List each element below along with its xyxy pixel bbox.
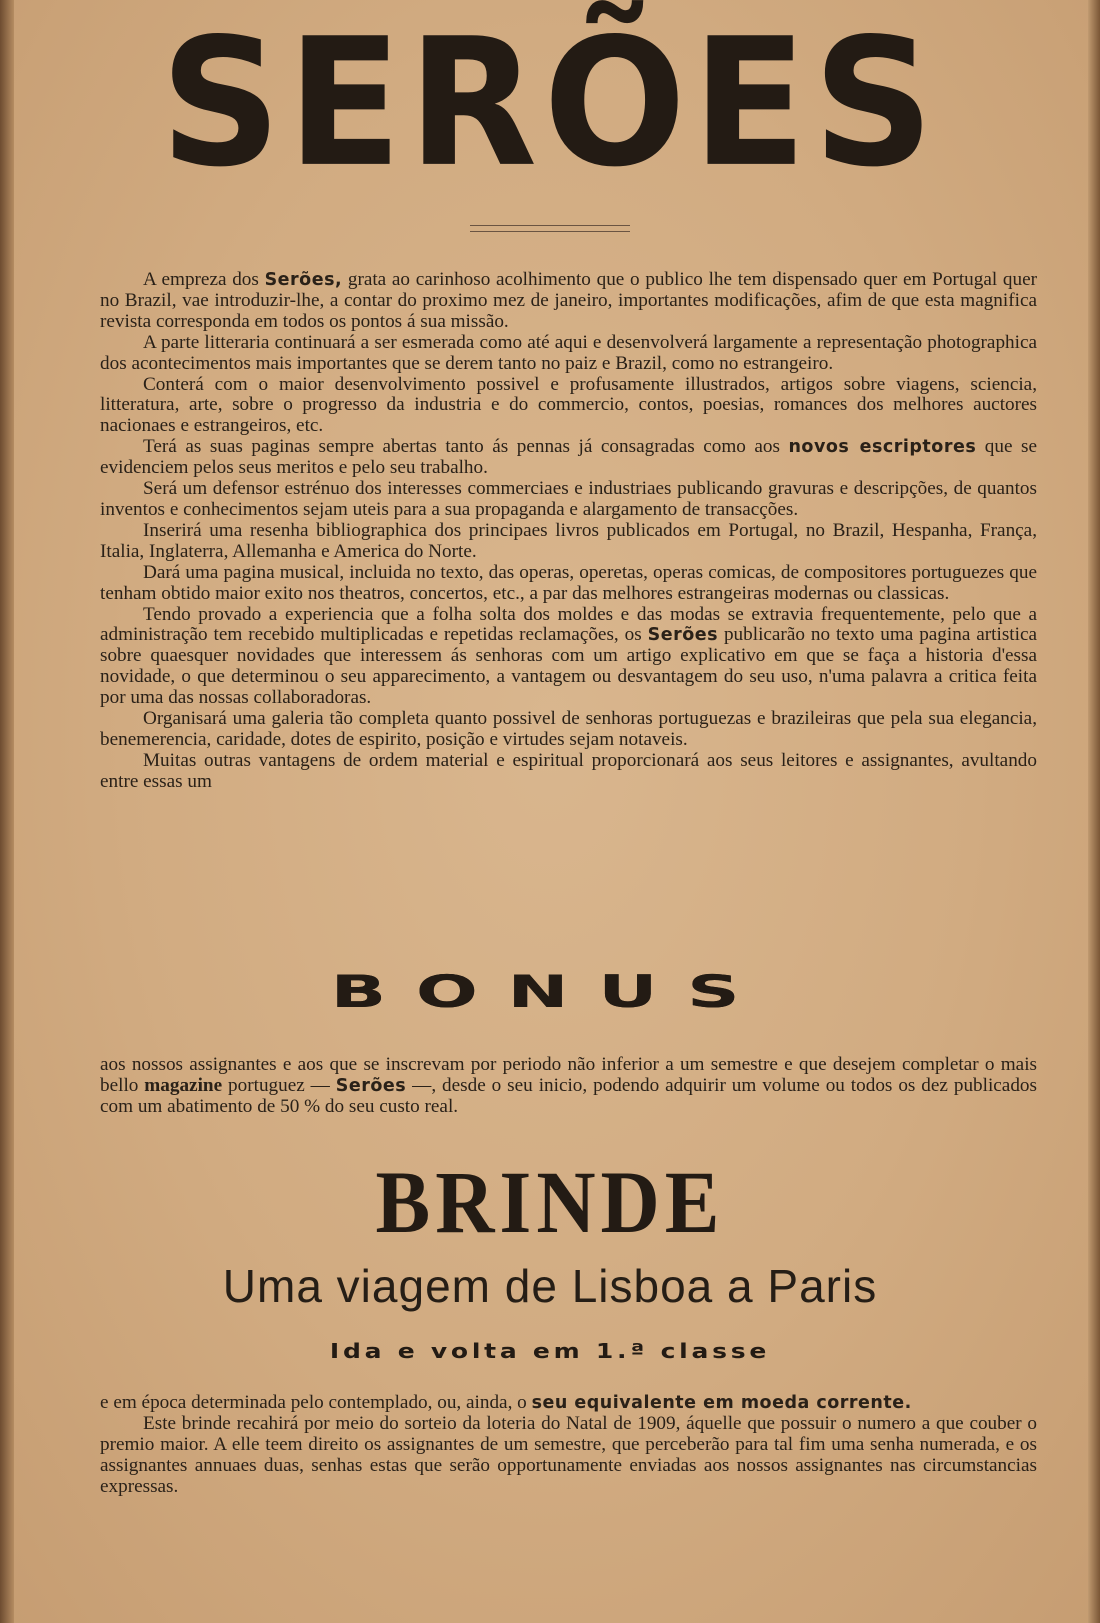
bonus-paragraph	[100, 1055, 1037, 1118]
masthead-title: SERÕES	[160, 0, 940, 206]
intro-text: Terá as suas paginas sempre abertas tanto ás pennas já consagradas como aos	[143, 436, 789, 458]
intro-paragraph: Inserirá uma resenha bibliographica dos principaes livros publicados em Portugal, no Brazil, Hespanha, França, Italia, Inglaterra, Allemanha e America do Norte.	[100, 519, 1037, 562]
serões-name: Serões	[335, 1075, 407, 1096]
serões-name: Serões	[647, 625, 719, 646]
intro-text: grata ao carinhoso acolhimento que o publico lhe tem dispensado quer em Portugal quer no Brazil, vae introduzir-lhe, a contar do proximo mez de janeiro, importantes modificações, afim de que esta magnifica revista corresponda em todos os pontos á sua missão.	[100, 269, 1037, 332]
intro-paragraph: Muitas outras vantagens de ordem material e espiritual proporcionará aos seus leitores e assignantes, avultando entre essas um	[100, 749, 1037, 792]
bonus-text: aos nossos assignantes e aos que se inscrevam por periodo não inferior a um semestre e que desejem completar o mais bello	[100, 1054, 1037, 1096]
brinde-text: e em época determinada pelo contemplado, ou, ainda, o	[100, 1392, 532, 1413]
page-edge-right	[1088, 0, 1100, 1623]
brinde-heading: BRINDE	[375, 1153, 725, 1252]
intro-text: Tendo provado a experiencia que a folha solta dos moldes e das modas se extravia frequentemente, pelo que a administração tem recebido multiplicadas e repetidas reclamações, os	[100, 603, 1037, 646]
intro-paragraph: Será um defensor estrénuo dos interesses commerciaes e industriaes publicando gravuras e descripções, de quantos inventos e conhecimentos sejam uteis para a sua propaganda e alargamento de transacções.	[100, 478, 1037, 520]
intro-paragraph: Organisará uma galeria tão completa quanto possivel de senhoras portuguezas e brazileiras que pela sua elegancia, benemerencia, caridade, dotes de espirito, posição e virtudes sejam notaveis.	[100, 708, 1037, 750]
page-edge-left	[0, 0, 14, 1623]
serões-name: Serões,	[264, 270, 343, 290]
intro-paragraph: Dará uma pagina musical, incluida no texto, das operas, operetas, operas comicas, de compositores portuguezes que tenham obtido maior exito nos theatros, concertos, etc., a par das melhores estrangeiras modernas ou classicas.	[100, 561, 1037, 604]
intro-text: que se evidenciem pelos seus meritos e pelo seu trabalho.	[100, 436, 1037, 479]
bonus-text: portuguez —	[222, 1074, 336, 1096]
title-rule-top	[470, 225, 630, 226]
intro-paragraph	[100, 605, 1037, 710]
intro-paragraph	[100, 437, 1037, 479]
brinde-subtitle: Uma viagem de Lisboa a Paris	[222, 1260, 878, 1312]
intro-paragraph	[100, 270, 1037, 333]
equivalente-phrase: seu equivalente em moeda corrente.	[531, 1393, 912, 1413]
brinde-paragraph: Este brinde recahirá por meio do sorteio da loteria do Natal de 1909, áquelle que possuir o numero a que couber o premio maior. A elle teem direito os assignantes de um semestre, que perceberão para tal fim uma senha numerada, e os assignantes annuaes duas, senhas estas que serão opportunamente enviadas aos nossos assignantes nas circumstancias expressas.	[100, 1412, 1037, 1497]
bonus-heading: BONUS	[330, 965, 770, 1018]
intro-text: publicarão no texto uma pagina artistica sobre quaesquer novidades que interessem ás senhoras com um artigo explicativo em que se faça a historia d'essa novidade, o que determinou o seu apparecimento, a vantagem ou desvantagem do seu uso, n'uma palavra a critica feita por uma das nossas collaboradoras.	[100, 624, 1037, 709]
brinde-paragraph	[100, 1393, 1037, 1414]
novos-escriptores: novos escriptores	[788, 437, 977, 458]
intro-paragraph: A parte litteraria continuará a ser esmerada como até aqui e desenvolverá largamente a representação photographica dos acontecimentos mais importantes que se derem tanto no paiz e Brazil, como no estrangeiro.	[100, 331, 1037, 374]
bonus-section	[100, 1055, 1037, 1118]
intro-text: A empreza dos	[143, 269, 265, 290]
title-rule-bottom	[470, 231, 630, 232]
bonus-text: —, desde o seu inicio, podendo adquirir um volume ou todos os dez publicados com um abatimento de 50 % do seu custo real.	[100, 1074, 1037, 1117]
intro-paragraph: Conterá com o maior desenvolvimento possivel e profusamente illustrados, artigos sobre viagens, sciencia, litteratura, arte, sobre o progresso da industria e do commercio, contos, poesias, romances dos melhores auctores nacionaes e estrangeiros, etc.	[100, 373, 1037, 437]
brinde-class-line: Ida e volta em 1.ª classe	[329, 1339, 771, 1363]
magazine-word: magazine	[144, 1074, 223, 1096]
intro-section	[100, 270, 1037, 793]
brinde-section	[100, 1393, 1037, 1498]
